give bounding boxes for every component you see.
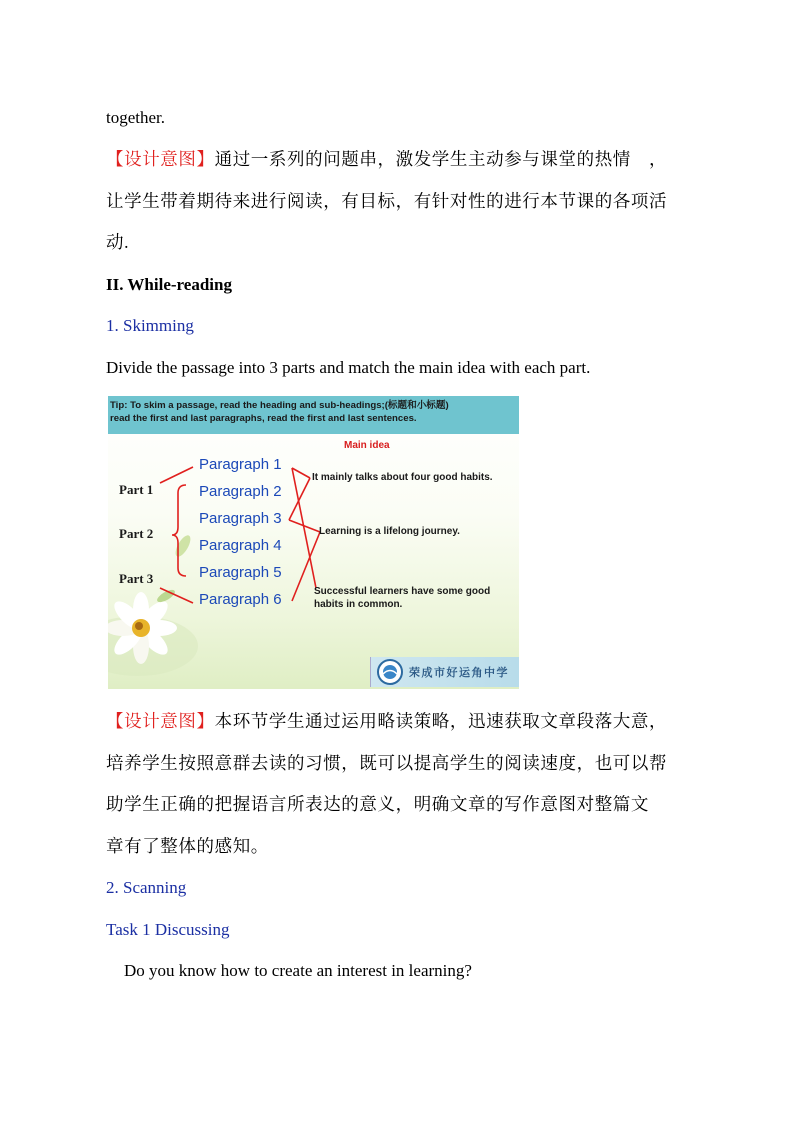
part-label: Part 2 bbox=[119, 526, 154, 541]
part-label: Part 1 bbox=[119, 482, 154, 497]
design-intent-line: 章有了整体的感知。 bbox=[106, 836, 269, 856]
skimming-slide-image bbox=[108, 396, 519, 689]
paragraph-label: Paragraph 6 bbox=[199, 591, 282, 608]
school-name: 荣成市好运角中学 bbox=[409, 666, 509, 679]
main-idea-item: Learning is a lifelong journey. bbox=[319, 526, 460, 537]
main-idea-heading: Main idea bbox=[344, 440, 390, 451]
paragraph-label: Paragraph 1 bbox=[199, 456, 282, 473]
main-idea-item: It mainly talks about four good habits. bbox=[312, 472, 493, 483]
design-intent-line: 动. bbox=[106, 232, 130, 252]
design-intent-paragraph-2 bbox=[106, 710, 667, 732]
design-intent-tag: 【设计意图】 bbox=[106, 711, 215, 731]
matching-lines bbox=[108, 396, 519, 689]
tip-line: read the first and last paragraphs, read the first and last sentences. bbox=[110, 412, 417, 424]
design-intent-tag: 【设计意图】 bbox=[106, 149, 215, 169]
discussion-question: Do you know how to create an interest in learning? bbox=[124, 961, 472, 980]
paragraph-label: Paragraph 3 bbox=[199, 510, 282, 527]
design-intent-text: 通过一系列的问题串，激发学生主动参与课堂的热情 ， bbox=[214, 149, 668, 169]
section-heading-while-reading: II. While-reading bbox=[106, 275, 232, 294]
tip-line: Tip: To skim a passage, read the heading and sub-headings;(标题和小标题) bbox=[110, 400, 449, 411]
design-intent-text: 本环节学生通过运用略读策略，迅速获取文章段落大意， bbox=[214, 711, 668, 731]
subheading-skimming: 1. Skimming bbox=[106, 316, 194, 335]
text-together: together. bbox=[106, 108, 166, 127]
school-banner bbox=[370, 657, 519, 687]
paragraph-label: Paragraph 4 bbox=[199, 537, 282, 554]
design-intent-line: 培养学生按照意群去读的习惯，既可以提高学生的阅读速度，也可以帮 bbox=[106, 753, 668, 773]
school-logo-icon bbox=[375, 657, 405, 687]
design-intent-line: 助学生正确的把握语言所表达的意义，明确文章的写作意图对整篇文 bbox=[106, 794, 649, 814]
flower-decoration-icon bbox=[108, 533, 198, 676]
design-intent-line: 让学生带着期待来进行阅读，有目标，有针对性的进行本节课的各项活 bbox=[106, 191, 668, 211]
main-idea-item: Successful learners have some good habits in common. bbox=[314, 586, 491, 610]
subheading-scanning: 2. Scanning bbox=[106, 878, 187, 897]
design-intent-paragraph-1 bbox=[106, 148, 667, 170]
paragraph-label: Paragraph 2 bbox=[199, 483, 282, 500]
paragraph-label: Paragraph 5 bbox=[199, 564, 282, 581]
instruction-divide-passage: Divide the passage into 3 parts and match the main idea with each part. bbox=[106, 358, 591, 377]
task-heading-discussing: Task 1 Discussing bbox=[106, 920, 230, 939]
part-label: Part 3 bbox=[119, 571, 154, 586]
